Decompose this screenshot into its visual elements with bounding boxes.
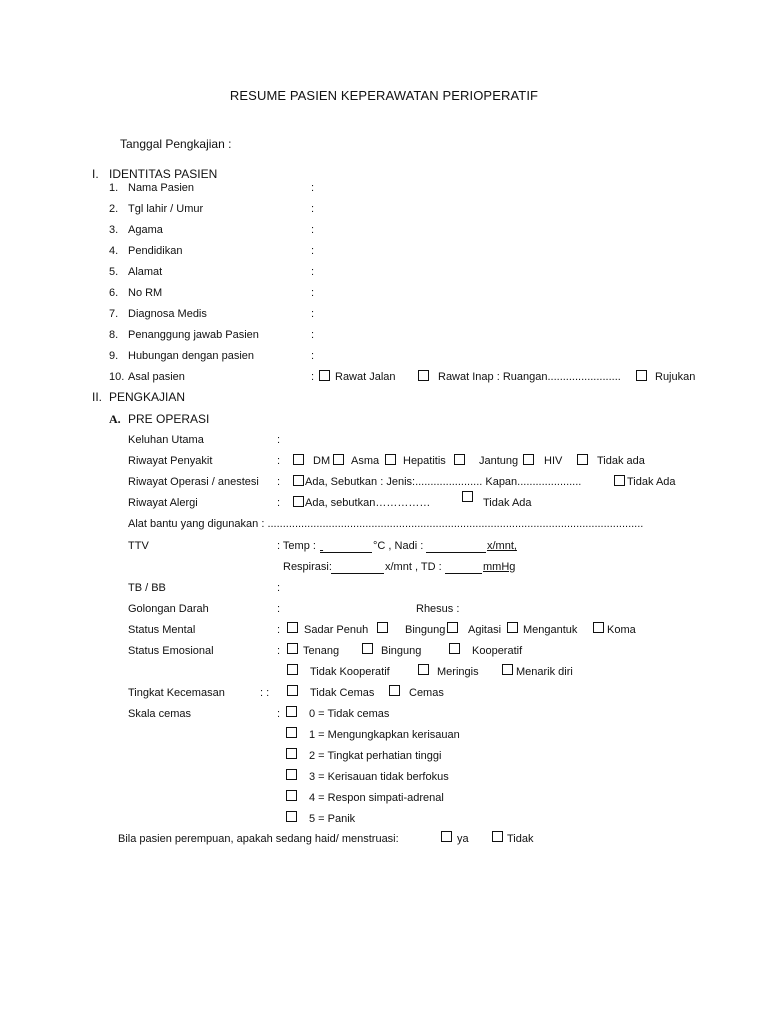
mengantuk-checkbox[interactable]: [507, 622, 518, 633]
field-colon: :: [277, 582, 281, 594]
nama-pasien-label: Nama Pasien: [128, 182, 195, 194]
field-colon: :: [277, 624, 281, 636]
hepatitis-label: Hepatitis: [403, 455, 446, 467]
menarik-diri-checkbox[interactable]: [502, 664, 513, 675]
hiv-checkbox[interactable]: [523, 454, 534, 465]
item-number: 1.: [109, 182, 119, 194]
section-1-number: I.: [92, 167, 99, 181]
rhesus-label: Rhesus :: [416, 603, 460, 615]
td-unit: mmHg: [483, 561, 516, 573]
sadar-penuh-checkbox[interactable]: [287, 622, 298, 633]
tenang-checkbox[interactable]: [287, 643, 298, 654]
field-colon: :: [277, 434, 281, 446]
hubungan-label: Hubungan dengan pasien: [128, 350, 255, 362]
meringis-label: Meringis: [437, 666, 479, 678]
rujukan-label: Rujukan: [655, 371, 696, 383]
field-colon: :: [311, 266, 315, 278]
cemas-label: Cemas: [409, 687, 444, 699]
field-colon: :: [311, 350, 315, 362]
rawat-inap-checkbox[interactable]: [418, 370, 429, 381]
agitasi-checkbox[interactable]: [447, 622, 458, 633]
skala-5-checkbox[interactable]: [286, 811, 297, 822]
operasi-ada-checkbox[interactable]: [293, 475, 304, 486]
diagnosa-medis-label: Diagnosa Medis: [128, 308, 207, 320]
field-colon: :: [277, 455, 281, 467]
koma-label: Koma: [607, 624, 636, 636]
respirasi-underline[interactable]: [331, 573, 384, 574]
rujukan-checkbox[interactable]: [636, 370, 647, 381]
status-mental-label: Status Mental: [128, 624, 196, 636]
hepatitis-checkbox[interactable]: [385, 454, 396, 465]
field-colon: :: [311, 224, 315, 236]
operasi-tidak-ada-checkbox[interactable]: [614, 475, 625, 486]
temp-unit-nadi-label: °C , Nadi :: [373, 540, 424, 552]
nadi-unit: x/mnt,: [487, 540, 517, 552]
dm-label: DM: [313, 455, 331, 467]
item-number: 8.: [109, 329, 119, 341]
skala-0-checkbox[interactable]: [286, 706, 297, 717]
alamat-label: Alamat: [128, 266, 163, 278]
bingung-emosional-checkbox[interactable]: [362, 643, 373, 654]
td-underline[interactable]: [445, 573, 482, 574]
field-colon: : :: [260, 687, 270, 699]
skala-4-checkbox[interactable]: [286, 790, 297, 801]
penanggung-jawab-label: Penanggung jawab Pasien: [128, 329, 259, 341]
hiv-label: HIV: [544, 455, 563, 467]
alergi-ada-checkbox[interactable]: [293, 496, 304, 507]
haid-ya-checkbox[interactable]: [441, 831, 452, 842]
field-colon: :: [311, 308, 315, 320]
haid-question-label: Bila pasien perempuan, apakah sedang haid/ menstruasi:: [118, 833, 399, 845]
status-emosional-label: Status Emosional: [128, 645, 214, 657]
tidak-cemas-label: Tidak Cemas: [310, 687, 375, 699]
skala-3-label: 3 = Kerisauan tidak berfokus: [309, 771, 449, 783]
skala-cemas-label: Skala cemas: [128, 708, 191, 720]
item-number: 3.: [109, 224, 119, 236]
skala-2-checkbox[interactable]: [286, 748, 297, 759]
form-title: RESUME PASIEN KEPERAWATAN PERIOPERATIF: [229, 88, 539, 103]
dm-checkbox[interactable]: [293, 454, 304, 465]
alergi-tidak-ada-checkbox[interactable]: [462, 491, 473, 502]
item-number: 7.: [109, 308, 119, 320]
haid-tidak-label: Tidak: [507, 833, 534, 845]
asma-label: Asma: [351, 455, 380, 467]
keluhan-utama-label: Keluhan Utama: [128, 434, 204, 446]
asma-checkbox[interactable]: [333, 454, 344, 465]
section-2-number: II.: [92, 390, 103, 404]
temp-label: : Temp :: [277, 540, 316, 552]
field-colon: :: [277, 603, 281, 615]
alat-bantu-label: Alat bantu yang digunakan : ...........................................................................................................................: [128, 518, 644, 530]
no-rm-label: No RM: [128, 287, 163, 299]
kooperatif-label: Kooperatif: [472, 645, 523, 657]
field-colon: :: [311, 245, 315, 257]
golongan-darah-label: Golongan Darah: [128, 603, 209, 615]
operasi-tidak-ada-label: Tidak Ada: [627, 476, 676, 488]
skala-2-label: 2 = Tingkat perhatian tinggi: [309, 750, 442, 762]
respirasi-unit-td-label: x/mnt , TD :: [385, 561, 442, 573]
tidak-ada-checkbox[interactable]: [577, 454, 588, 465]
alergi-ada-label: Ada, sebutkan……………: [305, 497, 431, 509]
section-2-heading: PENGKAJIAN: [109, 390, 186, 404]
operasi-ada-label: Ada, Sebutkan : Jenis:...................... Kapan.....................: [305, 476, 582, 488]
rawat-jalan-label: Rawat Jalan: [335, 371, 396, 383]
tidak-cemas-checkbox[interactable]: [287, 685, 298, 696]
skala-4-label: 4 = Respon simpati-adrenal: [309, 792, 444, 804]
rawat-jalan-checkbox[interactable]: [319, 370, 330, 381]
koma-checkbox[interactable]: [593, 622, 604, 633]
agama-label: Agama: [128, 224, 163, 236]
rawat-inap-label: Rawat Inap : Ruangan........................: [438, 371, 621, 383]
field-colon: :: [277, 476, 281, 488]
field-colon: :: [311, 287, 315, 299]
tb-bb-label: TB / BB: [128, 582, 166, 594]
haid-ya-label: ya: [457, 833, 469, 845]
tgl-lahir-label: Tgl lahir / Umur: [128, 203, 204, 215]
tanggal-pengkajian-label: Tanggal Pengkajian :: [120, 137, 232, 151]
jantung-label: Jantung: [479, 455, 519, 467]
sadar-penuh-label: Sadar Penuh: [304, 624, 369, 636]
meringis-checkbox[interactable]: [418, 664, 429, 675]
bingung-emosional-label: Bingung: [381, 645, 422, 657]
tenang-label: Tenang: [303, 645, 340, 657]
item-number: 6.: [109, 287, 119, 299]
item-number: 4.: [109, 245, 119, 257]
item-number: 9.: [109, 350, 119, 362]
pendidikan-label: Pendidikan: [128, 245, 183, 257]
section-1-heading: IDENTITAS PASIEN: [109, 167, 218, 181]
jantung-checkbox[interactable]: [454, 454, 465, 465]
field-colon: :: [277, 497, 281, 509]
item-number: 5.: [109, 266, 119, 278]
skala-5-label: 5 = Panik: [309, 813, 356, 825]
field-colon: :: [277, 708, 281, 720]
bingung-mental-label: Bingung: [405, 624, 446, 636]
riwayat-penyakit-label: Riwayat Penyakit: [128, 455, 213, 467]
alergi-tidak-ada-label: Tidak Ada: [483, 497, 532, 509]
mengantuk-label: Mengantuk: [523, 624, 578, 636]
skala-1-checkbox[interactable]: [286, 727, 297, 738]
temp-underline: [320, 552, 372, 553]
skala-3-checkbox[interactable]: [286, 769, 297, 780]
pre-operasi-heading: PRE OPERASI: [128, 412, 210, 426]
bingung-mental-checkbox[interactable]: [377, 622, 388, 633]
field-colon: :: [311, 182, 315, 194]
skala-1-label: 1 = Mengungkapkan kerisauan: [309, 729, 460, 741]
tidak-kooperatif-checkbox[interactable]: [287, 664, 298, 675]
kooperatif-checkbox[interactable]: [449, 643, 460, 654]
asal-pasien-label: Asal pasien: [128, 371, 185, 383]
agitasi-label: Agitasi: [468, 624, 502, 636]
field-colon: :: [311, 329, 315, 341]
riwayat-alergi-label: Riwayat Alergi: [128, 497, 198, 509]
field-colon: :: [311, 203, 315, 215]
tingkat-kecemasan-label: Tingkat Kecemasan: [128, 687, 225, 699]
respirasi-label: Respirasi:: [283, 561, 332, 573]
field-colon: :: [311, 371, 315, 383]
ttv-label: TTV: [128, 540, 149, 552]
field-colon: :: [277, 645, 281, 657]
tidak-kooperatif-label: Tidak Kooperatif: [310, 666, 390, 678]
tidak-ada-label: Tidak ada: [597, 455, 645, 467]
cemas-checkbox[interactable]: [389, 685, 400, 696]
nadi-underline[interactable]: [426, 552, 486, 553]
item-number: 2.: [109, 203, 119, 215]
riwayat-operasi-label: Riwayat Operasi / anestesi: [128, 476, 259, 488]
haid-tidak-checkbox[interactable]: [492, 831, 503, 842]
skala-0-label: 0 = Tidak cemas: [309, 708, 390, 720]
subsection-letter: A.: [109, 412, 121, 426]
menarik-diri-label: Menarik diri: [516, 666, 573, 678]
item-number: 10.: [109, 371, 125, 383]
